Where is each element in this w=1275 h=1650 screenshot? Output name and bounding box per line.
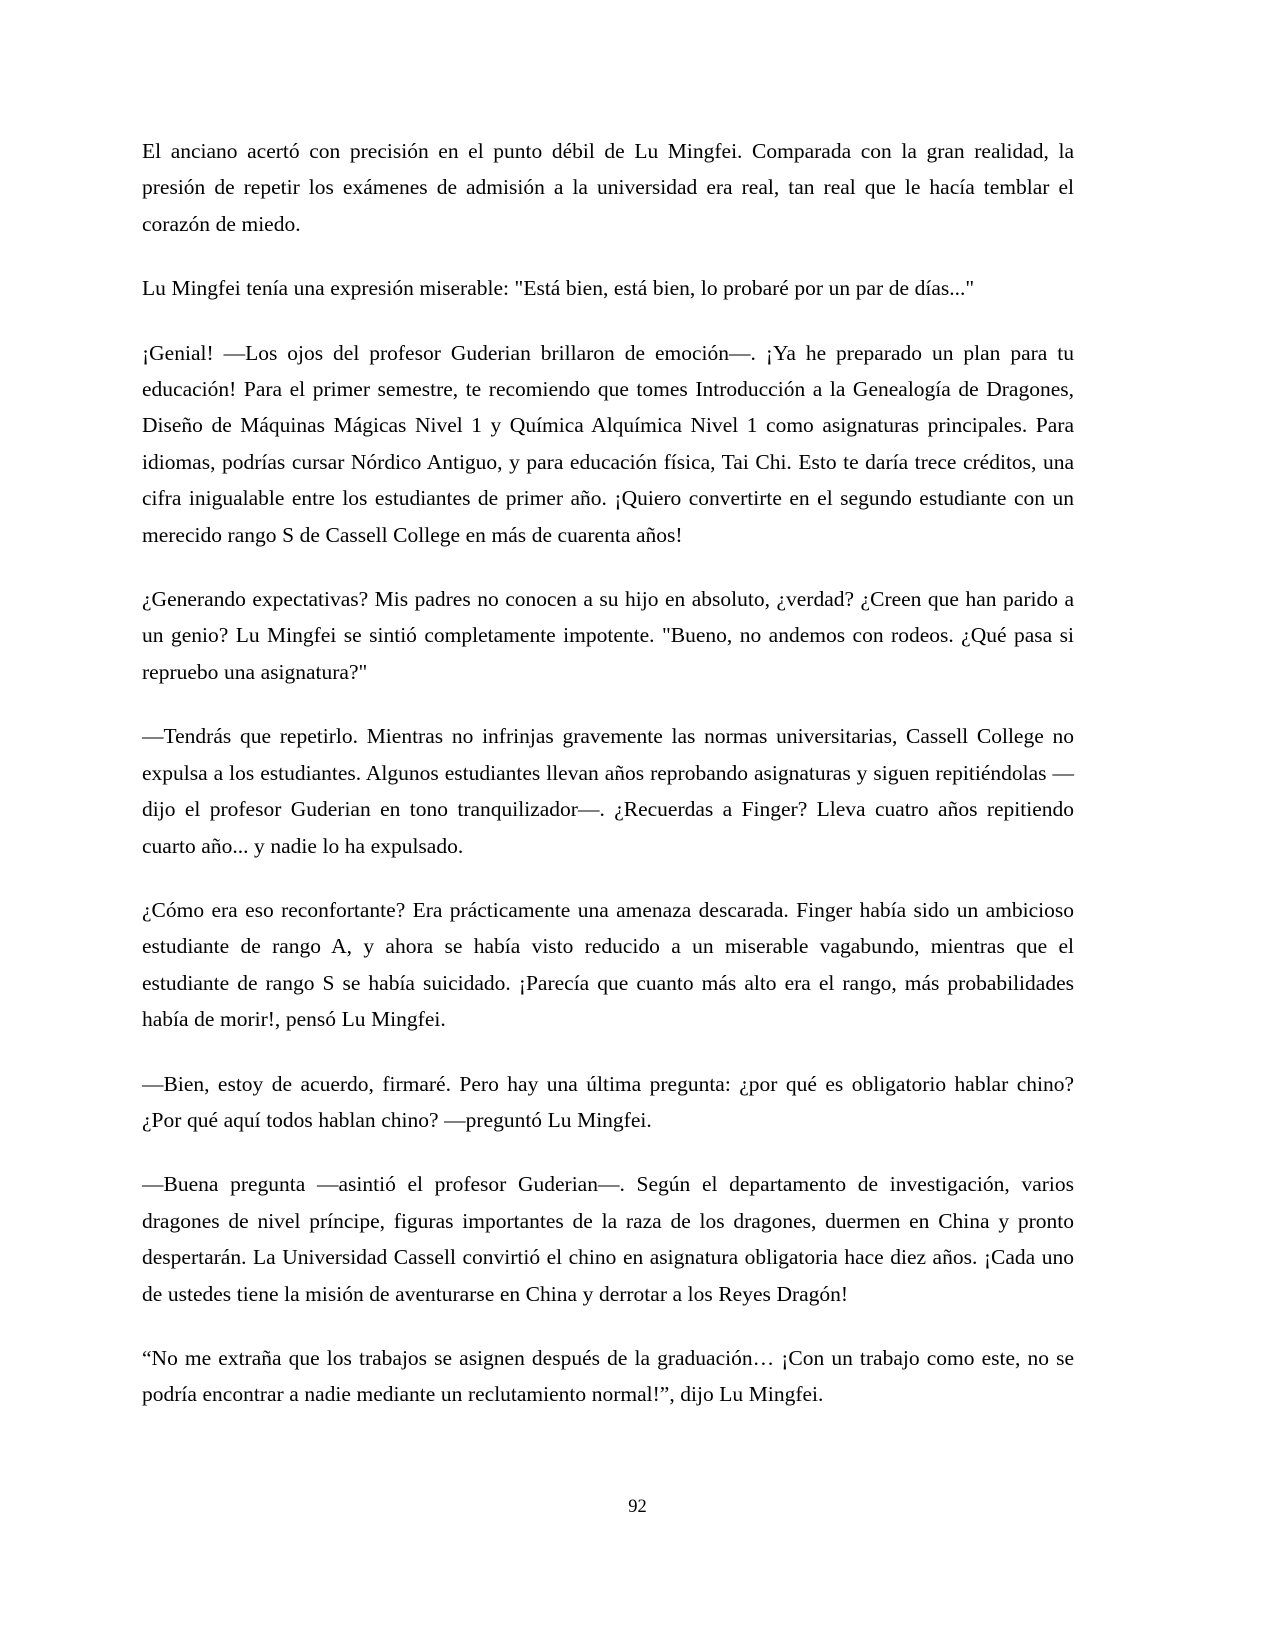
body-text-column <box>142 133 1074 1413</box>
paragraph: —Bien, estoy de acuerdo, firmaré. Pero hay una última pregunta: ¿por qué es obligatorio hablar chino? ¿Por qué aquí todos hablan chino? —preguntó Lu Mingfei. <box>142 1071 1074 1132</box>
paragraph: ¡Genial! —Los ojos del profesor Guderian brillaron de emoción—. ¡Ya he preparado un plan para tu educación! Para el primer semestre, te recomiendo que tomes Introducción a la Genealogía de Dragones, Diseño de Máquinas Mágicas Nivel 1 y Química Alquímica Nivel 1 como asignaturas principales. Para idiomas, podrías cursar Nórdico Antiguo, y para educación física, Tai Chi. Esto te daría trece créditos, una cifra inigualable entre los estudiantes de primer año. ¡Quiero convertirte en el segundo estudiante con un merecido rango S de Cassell College en más de cuarenta años! <box>142 340 1074 547</box>
paragraph: ¿Generando expectativas? Mis padres no conocen a su hijo en absoluto, ¿verdad? ¿Creen que han parido a un genio? Lu Mingfei se sintió completamente impotente. "Bueno, no andemos con rodeos. ¿Qué pasa si repruebo una asignatura?" <box>142 587 1074 684</box>
page-number: 92 <box>628 1497 647 1517</box>
paragraph: —Tendrás que repetirlo. Mientras no infrinjas gravemente las normas universitarias, Cassell College no expulsa a los estudiantes. Algunos estudiantes llevan años reprobando asignaturas y siguen repitiéndolas —dijo el profesor Guderian en tono tranquilizador—. ¿Recuerdas a Finger? Lleva cuatro años repitiendo cuarto año... y nadie lo ha expulsado. <box>142 724 1074 858</box>
paragraph: —Buena pregunta —asintió el profesor Guderian—. Según el departamento de investigación, varios dragones de nivel príncipe, figuras importantes de la raza de los dragones, duermen en China y pronto despertarán. La Universidad Cassell convirtió el chino en asignatura obligatoria hace diez años. ¡Cada uno de ustedes tiene la misión de aventurarse en China y derrotar a los Reyes Dragón! <box>142 1172 1074 1306</box>
paragraph: ¿Cómo era eso reconfortante? Era prácticamente una amenaza descarada. Finger había sido un ambicioso estudiante de rango A, y ahora se había visto reducido a un miserable vagabundo, mientras que el estudiante de rango S se había suicidado. ¡Parecía que cuanto más alto era el rango, más probabilidades había de morir!, pensó Lu Mingfei. <box>142 897 1074 1032</box>
paragraph: “No me extraña que los trabajos se asignen después de la graduación… ¡Con un trabajo como este, no se podría encontrar a nadie mediante un reclutamiento normal!”, dijo Lu Mingfei. <box>142 1345 1074 1407</box>
paragraph: Lu Mingfei tenía una expresión miserable: "Está bien, está bien, lo probaré por un par de días..." <box>142 276 975 301</box>
paragraph: El anciano acertó con precisión en el punto débil de Lu Mingfei. Comparada con la gran realidad, la presión de repetir los exámenes de admisión a la universidad era real, tan real que le hacía temblar el corazón de miedo. <box>142 139 1074 236</box>
